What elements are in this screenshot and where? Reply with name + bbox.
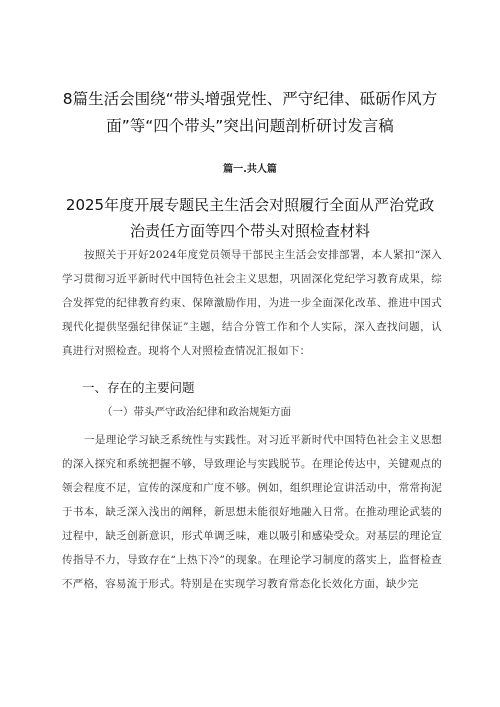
section-tag: 篇一.共人篇 xyxy=(223,164,277,175)
intro-paragraph: 按照关于开好2024年度党员领导干部民主生活会安排部署，本人紧扣“深入学习贯彻习近平新时代中国特色社会主义思想，巩固深化党纪学习教育成果，综合发挥党的纪律教育约束、保障激励作用，为进一步全面深化改革、推进中国式现代化提供坚强纪律保证”主题，结合分管工作和个人实际，深入查找问题，认真进行对照检查。现将个人对照检查情况汇报如下： xyxy=(62,249,442,357)
subsection-heading: （一）带头严守政治纪律和政治规矩方面 xyxy=(102,406,291,418)
body-paragraph: 一是理论学习缺乏系统性与实践性。对习近平新时代中国特色社会主义思想的深入探究和系统把握不够，导致理论与实践脱节。在理论传达中，关键观点的领会程度不足，宣传的深度和广度不够。例如，组织理论宣讲活动中，常常拘泥于书本，缺乏深入浅出的阐释，新思想未能很好地融入日常。在推动理论武装的过程中，缺乏创新意识，形式单调乏味，难以吸引和感染受众。对基层的理论宣传指导不力，导致存在“上热下冷”的现象。在理论学习制度的落实上，监督检查不严格，容易流于形式。特别是在实现学习教育常态化长效化方面，缺少完 xyxy=(62,434,442,590)
document-title: 8篇生活会围绕“带头增强党性、严守纪律、砥砺作风方面”等“四个带头”突出问题剖析研讨发言稿 xyxy=(62,90,438,135)
section-heading: 一、存在的主要问题 xyxy=(82,380,195,395)
document-subtitle: 2025年度开展专题民主生活会对照履行全面从严治党政治责任方面等四个带头对照检查材料 xyxy=(65,196,435,240)
